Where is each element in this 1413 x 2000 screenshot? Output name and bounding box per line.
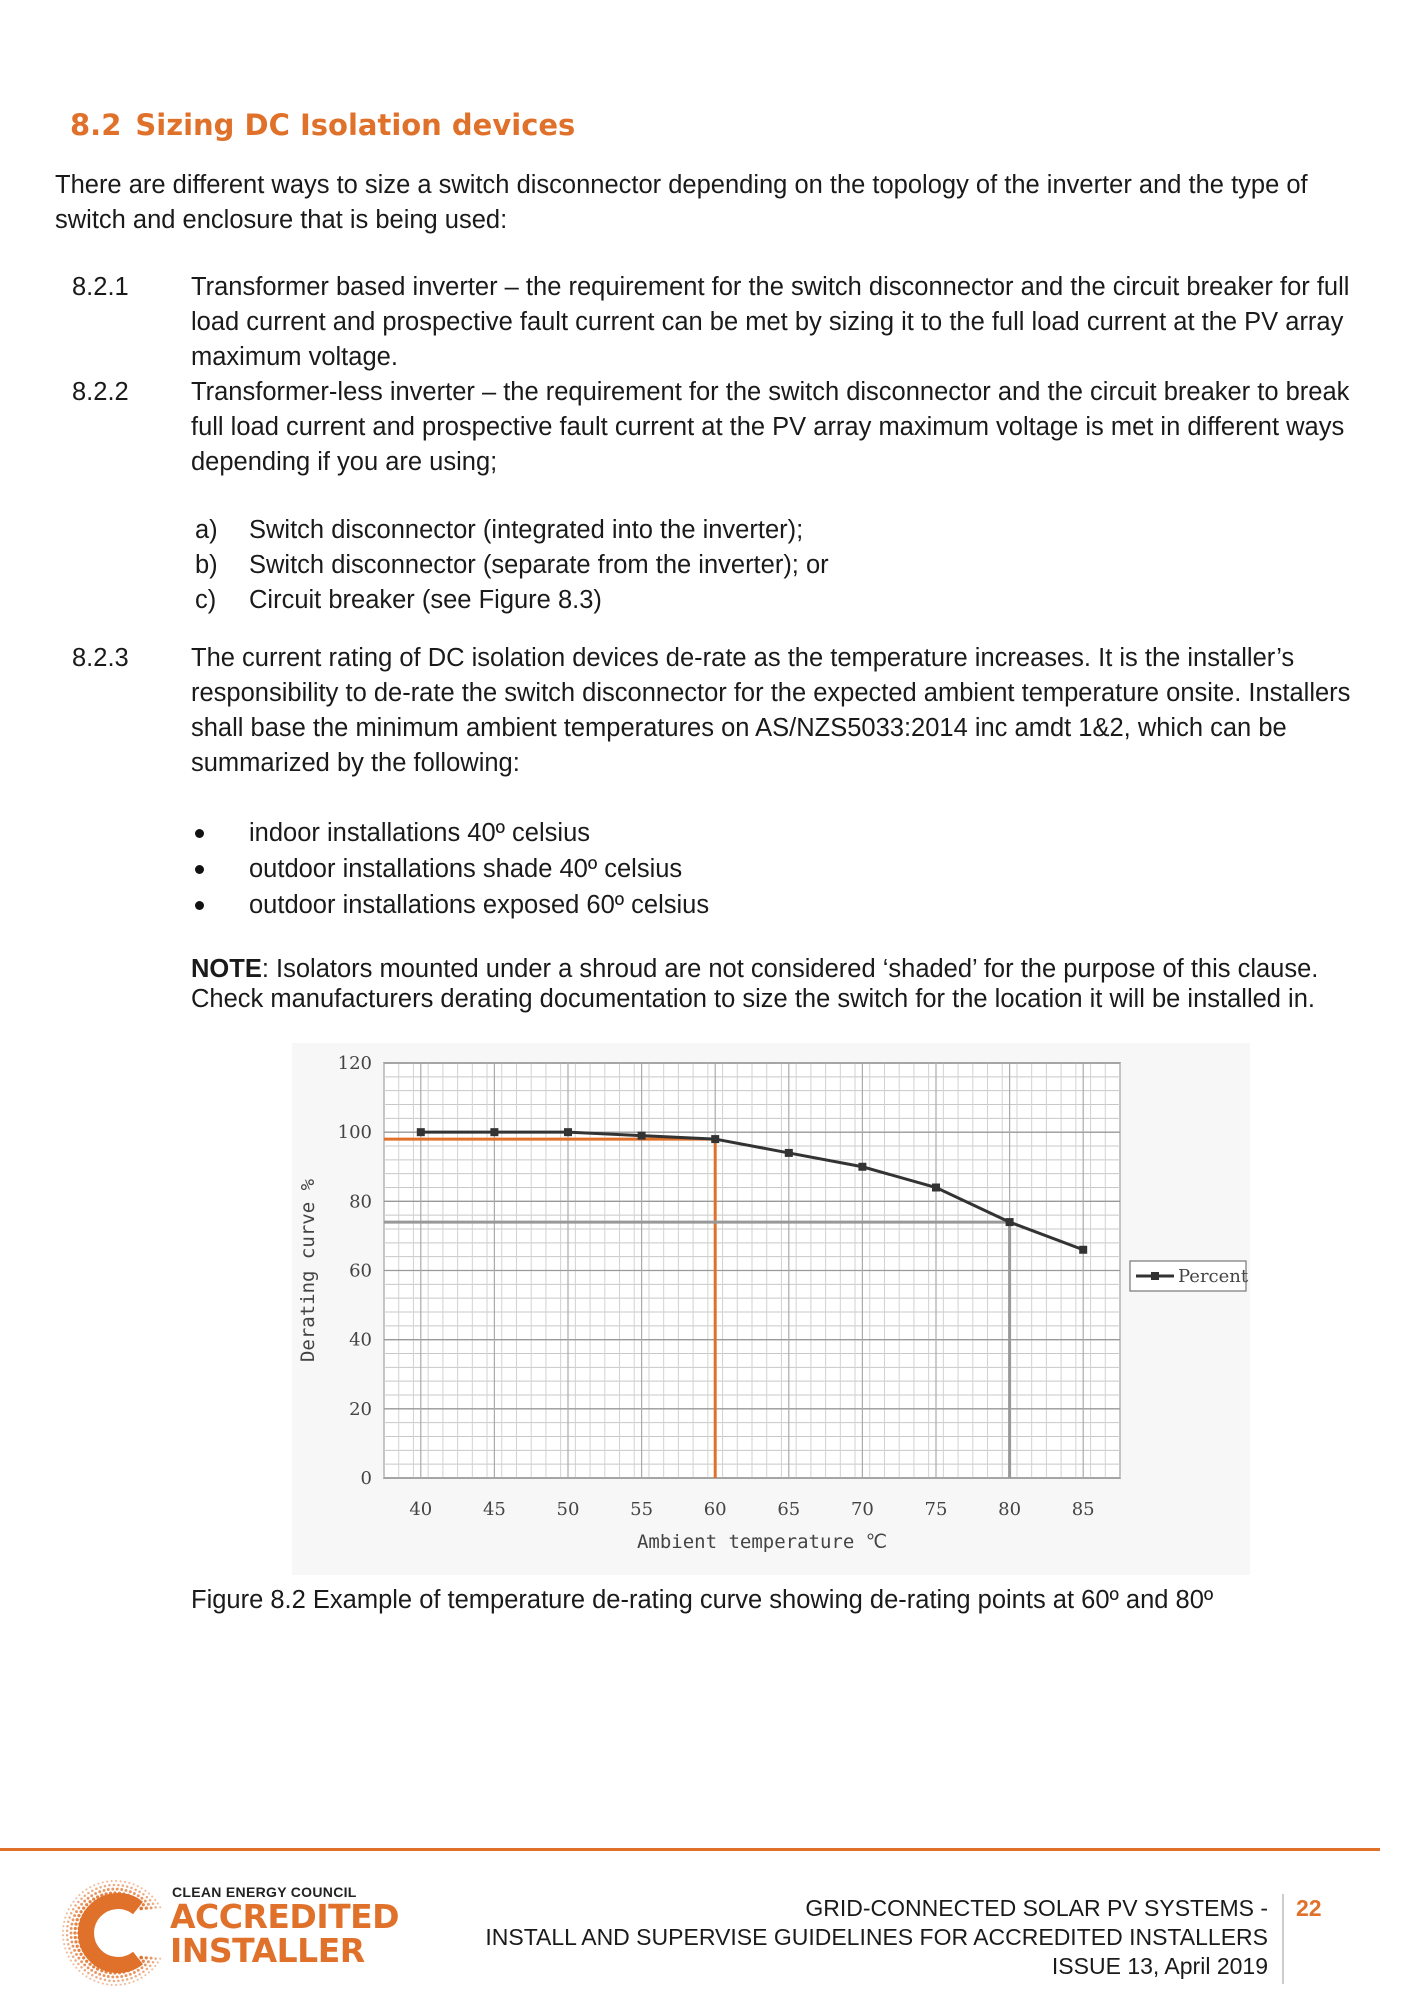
list-item xyxy=(0,816,1000,851)
x-tick-label: 55 xyxy=(630,1499,654,1520)
x-axis-label: Ambient temperature ℃ xyxy=(636,1531,888,1553)
data-point xyxy=(417,1128,425,1136)
logo-line2: INSTALLER xyxy=(170,1931,365,1970)
note-label: NOTE xyxy=(191,955,262,983)
footer-line3: ISSUE 13, April 2019 xyxy=(1051,1953,1268,1979)
option-label: a) xyxy=(195,516,218,544)
x-tick-label: 85 xyxy=(1071,1499,1095,1520)
data-point xyxy=(490,1128,498,1136)
logo-c-icon xyxy=(60,1878,170,1988)
x-tick-label: 75 xyxy=(924,1499,948,1520)
option-text: Switch disconnector (integrated into the inverter); xyxy=(249,516,804,544)
x-tick-label: 65 xyxy=(777,1499,801,1520)
data-point xyxy=(932,1184,940,1192)
y-tick-label: 100 xyxy=(337,1122,372,1144)
derating-chart-svg xyxy=(292,1043,1250,1575)
y-tick-label: 0 xyxy=(360,1468,372,1489)
data-point xyxy=(638,1132,646,1140)
y-tick-label: 20 xyxy=(349,1398,372,1420)
data-point xyxy=(711,1135,719,1143)
x-tick-label: 50 xyxy=(556,1499,580,1520)
bullet-text: outdoor installations shade 40º celsius xyxy=(249,855,683,883)
bullet-icon xyxy=(195,901,204,910)
data-point xyxy=(564,1128,572,1136)
legend-marker xyxy=(1151,1272,1159,1280)
list-item xyxy=(0,548,1000,583)
list-item xyxy=(0,888,1000,923)
bullet-icon xyxy=(195,865,204,874)
subsection-text: Transformer-less inverter – the requirement for the switch disconnector and the circuit breaker to break full load current and prospective fault current at the PV array maximum voltage is met in different ways depending if you are using; xyxy=(191,378,1350,476)
option-text: Circuit breaker (see Figure 8.3) xyxy=(249,586,602,614)
accredited-installer-logo xyxy=(60,1878,400,1988)
figure-caption: Figure 8.2 Example of temperature de-rating curve showing de-rating points at 60º and 80º xyxy=(191,1586,1214,1614)
option-text: Switch disconnector (separate from the inverter); or xyxy=(249,551,829,579)
subsection-text: Transformer based inverter – the requirement for the switch disconnector and the circuit breaker for full load current and prospective fault current can be met by sizing it to the full load current at the PV array maximum voltage. xyxy=(191,273,1350,371)
list-item xyxy=(0,513,1000,548)
y-tick-label: 40 xyxy=(349,1329,372,1351)
option-label: b) xyxy=(195,551,218,579)
x-tick-label: 40 xyxy=(409,1499,433,1520)
logo-line1: ACCREDITED xyxy=(170,1897,400,1936)
x-tick-label: 60 xyxy=(703,1499,727,1520)
derating-chart xyxy=(292,1043,1250,1575)
data-point xyxy=(785,1149,793,1157)
subsection-number: 8.2.2 xyxy=(72,378,129,406)
data-point xyxy=(1079,1246,1087,1254)
bullet-icon xyxy=(195,829,204,838)
subsection-number: 8.2.1 xyxy=(72,273,129,301)
x-tick-label: 80 xyxy=(998,1499,1022,1520)
legend-label: Percent xyxy=(1178,1266,1249,1287)
y-tick-label: 80 xyxy=(349,1191,372,1213)
x-tick-label: 70 xyxy=(850,1499,874,1520)
list-item xyxy=(0,852,1000,887)
x-tick-label: 45 xyxy=(482,1499,506,1520)
footer-divider xyxy=(0,1848,1380,1851)
intro-paragraph: There are different ways to size a switch disconnector depending on the topology of the inverter and the type of switch and enclosure that is being used: xyxy=(55,171,1308,234)
subsection-text: The current rating of DC isolation devices de-rate as the temperature increases. It is the installer’s responsibility to de-rate the switch disconnector for the expected ambient temperature onsite. Installers shall base the minimum ambient temperatures on AS/NZS5033:2014 inc amdt 1&2, which can be summarized by the following: xyxy=(191,644,1351,777)
note-text: : Isolators mounted under a shroud are not considered ‘shaded’ for the purpose of this clause. Check manufacturers derating documentation to size the switch for the location it will be installed in. xyxy=(191,955,1319,1013)
logo-small-text: CLEAN ENERGY COUNCIL xyxy=(172,1884,357,1900)
y-tick-label: 120 xyxy=(337,1053,372,1074)
footer-vertical-divider xyxy=(1282,1894,1284,1984)
bullet-text: indoor installations 40º celsius xyxy=(249,819,591,847)
option-label: c) xyxy=(195,586,217,614)
footer-title xyxy=(485,1894,1268,1981)
data-point xyxy=(858,1163,866,1171)
data-point xyxy=(1006,1218,1014,1226)
y-axis-label: Derating curve % xyxy=(297,1178,319,1363)
footer-line1: GRID-CONNECTED SOLAR PV SYSTEMS - xyxy=(805,1895,1268,1921)
subsection-number: 8.2.3 xyxy=(72,644,129,672)
note xyxy=(191,954,1366,1014)
y-tick-label: 60 xyxy=(349,1260,372,1282)
list-item xyxy=(0,583,1000,618)
footer-line2: INSTALL AND SUPERVISE GUIDELINES FOR ACCREDITED INSTALLERS xyxy=(485,1924,1268,1950)
page-number: 22 xyxy=(1296,1895,1322,1921)
section-number: 8.2 xyxy=(70,108,122,142)
bullet-text: outdoor installations exposed 60º celsius xyxy=(249,891,710,919)
section-title: Sizing DC Isolation devices xyxy=(135,108,576,142)
section-heading xyxy=(70,108,575,142)
